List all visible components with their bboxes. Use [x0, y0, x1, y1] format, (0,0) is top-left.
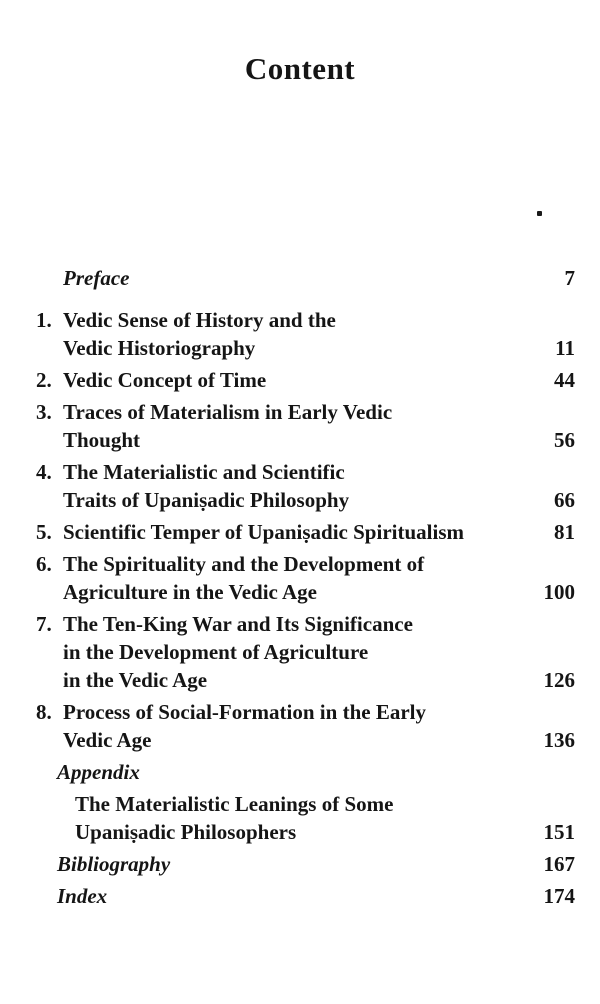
- page-number: 56: [554, 428, 575, 452]
- entry-title-line: Vedic Concept of Time: [63, 368, 267, 392]
- entry-title-line: Traces of Materialism in Early Vedic: [63, 400, 393, 424]
- toc-entry-chapter-8: [36, 698, 575, 754]
- toc-entry-appendix-item: [36, 790, 575, 846]
- toc-entry-index: [36, 882, 575, 910]
- page-number: 174: [543, 884, 575, 908]
- entry-number: 2.: [36, 368, 52, 392]
- toc-entry-chapter-5: [36, 518, 575, 546]
- entry-number: 8.: [36, 700, 52, 724]
- entry-number: 7.: [36, 612, 52, 636]
- entry-title-line: Scientific Temper of Upaniṣadic Spiritualism: [63, 520, 464, 544]
- entry-title: Preface: [63, 266, 130, 290]
- entry-number: 6.: [36, 552, 52, 576]
- entry-title-line: Upaniṣadic Philosophers: [75, 820, 297, 844]
- entry-number: 5.: [36, 520, 52, 544]
- page-number: 100: [543, 580, 575, 604]
- entry-number: [36, 790, 63, 846]
- page-number: 7: [564, 266, 575, 290]
- toc-entry-chapter-3: [36, 398, 575, 454]
- entry-number: 3.: [36, 400, 52, 424]
- entry-number: [36, 264, 63, 292]
- entry-title-line: The Spirituality and the Development of: [63, 552, 425, 576]
- toc-entry-chapter-6: [36, 550, 575, 606]
- page-number: 151: [543, 820, 575, 844]
- entry-title-line: Vedic Age: [63, 728, 152, 752]
- ink-speck-artifact: [537, 211, 542, 216]
- entry-number: 4.: [36, 460, 52, 484]
- toc-entry-preface: [36, 264, 575, 292]
- toc-entry-appendix: [36, 758, 575, 786]
- entry-title-line: Vedic Historiography: [63, 336, 256, 360]
- entry-title-line: Traits of Upaniṣadic Philosophy: [63, 488, 350, 512]
- entry-title: Index: [57, 884, 108, 908]
- entry-title-line: Thought: [63, 428, 141, 452]
- page-title: Content: [244, 51, 356, 86]
- entry-number: 1.: [36, 308, 52, 332]
- entry-title-line: Vedic Sense of History and the: [63, 308, 336, 332]
- page-number: 81: [554, 520, 575, 544]
- page-number: 11: [555, 336, 575, 360]
- entry-title: Appendix: [57, 760, 140, 784]
- toc-entry-bibliography: [36, 850, 575, 878]
- page-number: 44: [554, 368, 575, 392]
- table-of-contents: [36, 264, 575, 914]
- toc-entry-chapter-1: [36, 306, 575, 362]
- entry-title-line: The Materialistic and Scientific: [63, 460, 345, 484]
- page-number: 136: [543, 728, 575, 752]
- entry-title-line: The Ten-King War and Its Significance: [63, 612, 413, 636]
- entry-title-line: The Materialistic Leanings of Some: [75, 792, 394, 816]
- entry-title-line: Process of Social-Formation in the Early: [63, 700, 426, 724]
- page-number: 66: [554, 488, 575, 512]
- entry-title-line: in the Vedic Age: [63, 668, 208, 692]
- toc-entry-chapter-7: [36, 610, 575, 694]
- toc-entry-chapter-2: [36, 366, 575, 394]
- entry-title: Bibliography: [57, 852, 171, 876]
- entry-title-line: Agriculture in the Vedic Age: [63, 580, 317, 604]
- page-number: 167: [543, 852, 575, 876]
- entry-title-line: in the Development of Agriculture: [63, 640, 369, 664]
- toc-entry-chapter-4: [36, 458, 575, 514]
- page-number: 126: [543, 668, 575, 692]
